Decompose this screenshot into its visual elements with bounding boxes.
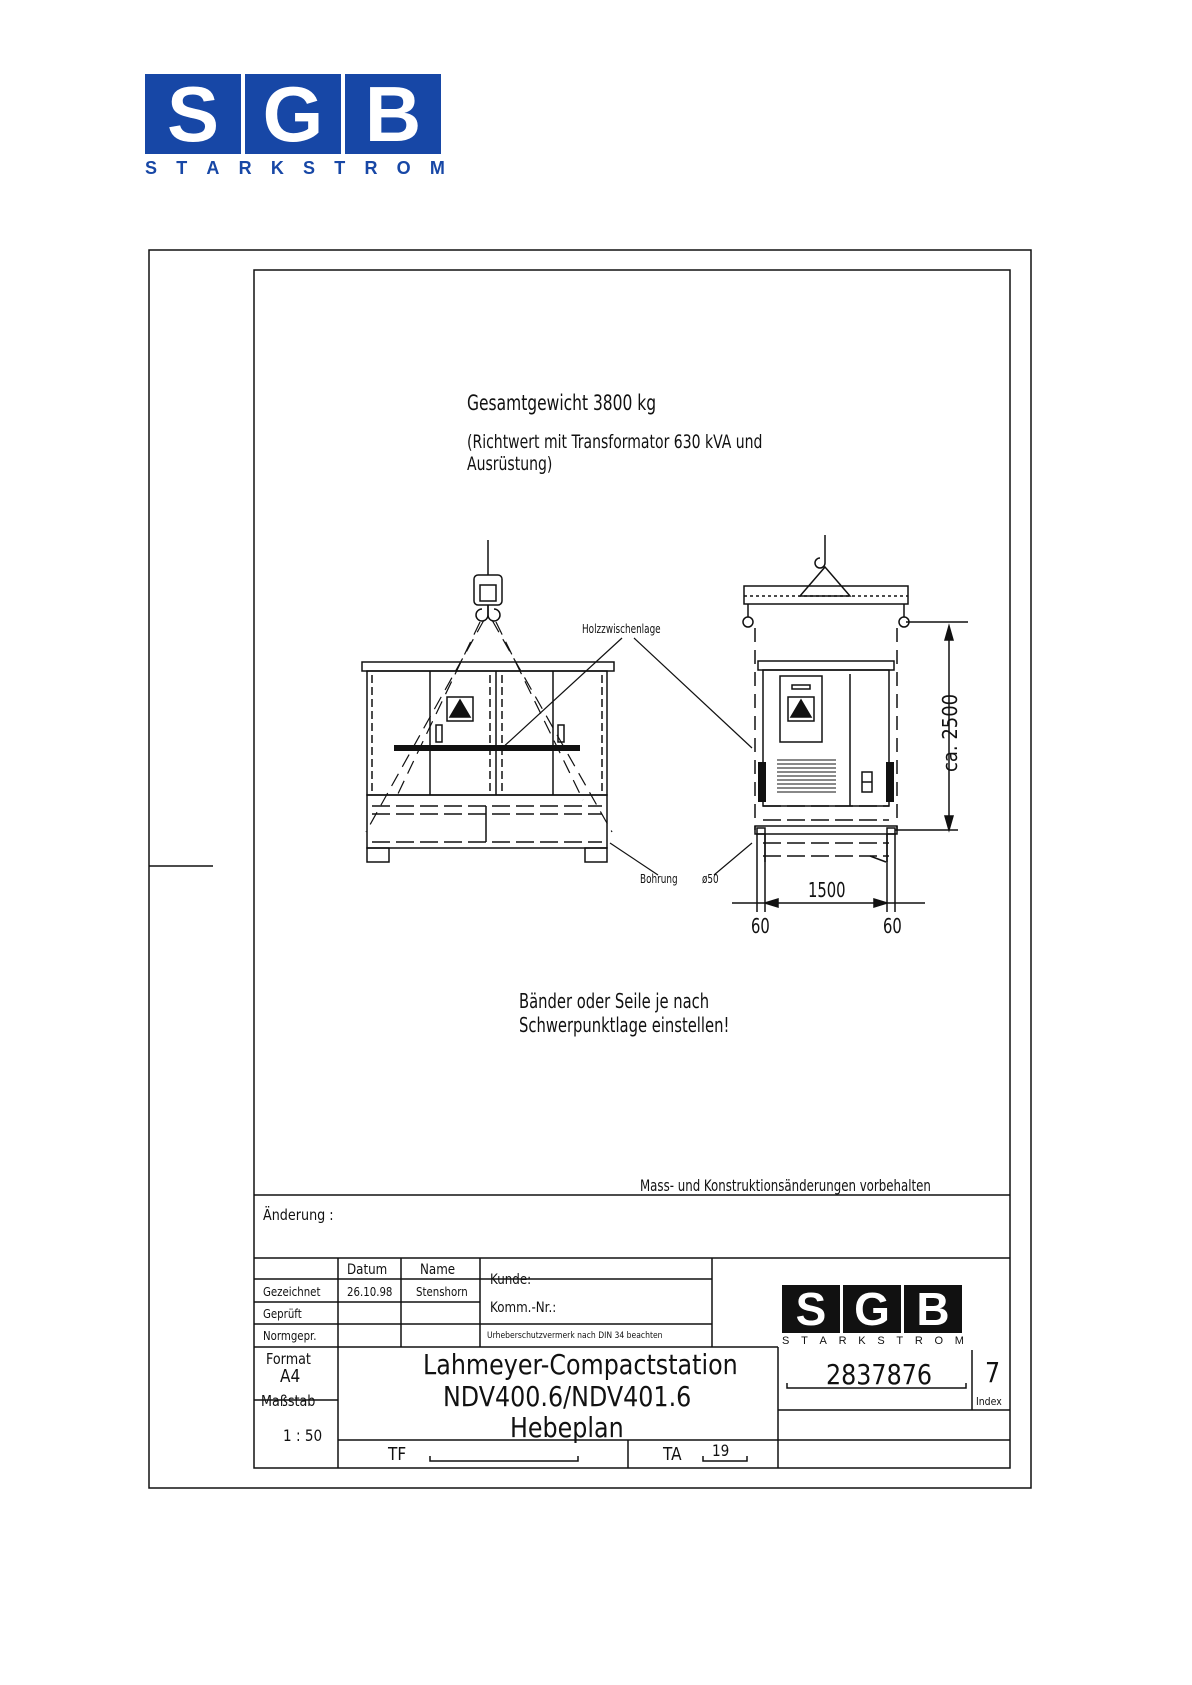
logo-sub-letter: R [238,158,252,178]
logo-sub-letter: O [934,1335,944,1347]
disclaimer: Mass- und Konstruktionsänderungen vorbehalten [640,1176,931,1195]
row-norm-checked: Normgepr. [263,1329,317,1343]
timber-spacer [394,745,580,751]
logo-sub-letter: A [206,158,220,178]
logo-sub-letter: T [176,158,188,178]
label-bore-diameter: ø50 [702,872,719,886]
logo-letter: B [345,74,441,154]
index-label: Index [976,1395,1002,1408]
logo-sub-letter: O [396,158,411,178]
row-drawn: Gezeichnet [263,1285,321,1299]
logo-sub-letter: S [145,158,158,178]
logo-sub-letter: R [364,158,378,178]
label-bore: Bohrung [640,872,678,886]
label-wood-spacer: Holzzwischenlage [582,622,661,636]
logo-letter: G [843,1285,901,1333]
logo-sub-letter: K [270,158,284,178]
logo-sub-letter: T [334,158,346,178]
copyright-note: Urheberschutzvermerk nach DIN 34 beachten [487,1331,663,1341]
weight-note-line1: (Richtwert mit Transformator 630 kVA und [467,431,763,453]
scale-label: Maßstab [261,1392,316,1410]
drawing-number: 2837876 [826,1358,932,1391]
logo-sub-letter: T [801,1335,808,1347]
dimension-height: ca. 2500 [938,693,962,772]
logo-sub-letter: K [858,1335,866,1347]
customer-label: Kunde: [490,1272,532,1288]
change-label: Änderung : [263,1206,334,1224]
index-value: 7 [985,1356,1001,1389]
weight-note-line2: Ausrüstung) [467,453,553,475]
dimension-left-offset: 60 [751,914,770,938]
title-line1: Lahmeyer-Compactstation [423,1348,738,1381]
col-name: Name [420,1262,456,1278]
drawn-date: 26.10.98 [347,1285,393,1299]
order-number-label: Komm.-Nr.: [490,1300,557,1316]
logo-sub-letter: S [303,158,316,178]
instruction-line1: Bänder oder Seile je nach [519,989,710,1013]
logo-sub-letter: T [896,1335,904,1347]
logo-sub-letter: R [838,1335,847,1347]
ta-value: 19 [712,1441,730,1460]
logo-letter: B [904,1285,962,1333]
title-line2: NDV400.6/NDV401.6 [443,1380,692,1413]
logo-sub-letter: S [877,1335,885,1347]
logo-letter: S [145,74,241,154]
scale-value: 1 : 50 [283,1426,323,1445]
ta-label: TA [663,1444,682,1465]
total-weight: Gesamtgewicht 3800 kg [467,391,657,415]
logo-sub-letter: M [954,1335,964,1347]
logo-sub-letter: S [782,1335,790,1347]
timber-spacer-side [758,762,766,802]
tf-label: TF [388,1444,407,1465]
logo-sub-letter: A [819,1335,827,1347]
logo-letter: S [782,1285,840,1333]
col-date: Datum [347,1262,388,1278]
sgb-logo-small [782,1285,962,1333]
instruction-line2: Schwerpunktlage einstellen! [519,1013,730,1037]
drawn-name: Stenshorn [416,1285,468,1299]
timber-spacer-side [886,762,894,802]
format-value: A4 [280,1366,301,1387]
dimension-right-offset: 60 [883,914,902,938]
logo-sub-letter: M [429,158,445,178]
logo-subtitle-small [782,1335,964,1347]
title-line3: Hebeplan [510,1411,624,1444]
logo-sub-letter: R [914,1335,923,1347]
dimension-width: 1500 [808,878,846,902]
format-label: Format [266,1350,311,1368]
row-checked: Geprüft [263,1307,302,1321]
logo-letter: G [245,74,341,154]
